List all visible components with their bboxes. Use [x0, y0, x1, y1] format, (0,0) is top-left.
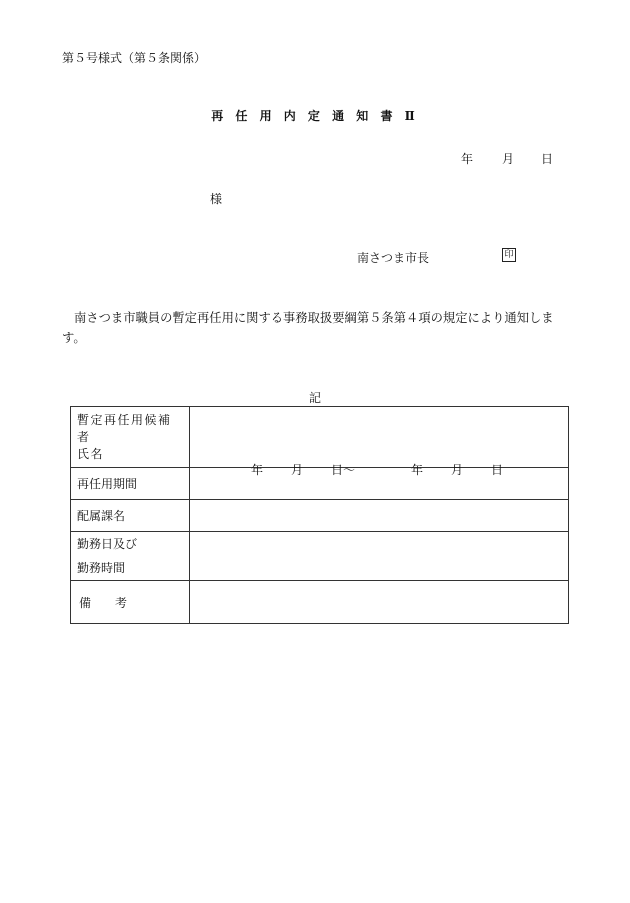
hours-label-cell — [71, 532, 190, 581]
date-day-label: 日 — [541, 152, 554, 166]
candidate-name-field[interactable] — [190, 407, 569, 468]
candidate-label-line1: 暫定再任用候補 — [77, 412, 172, 427]
body-text: 南さつま市職員の暫定再任用に関する事務取扱要綱第５条第４項の規定により通知します。 — [62, 311, 554, 345]
period-end-day: 日 — [491, 463, 504, 477]
document-title: 再 任 用 内 定 通 知 書 Ⅱ — [211, 109, 419, 123]
candidate-label-line3: 氏名 — [77, 446, 105, 461]
period-end-month: 月 — [451, 463, 464, 477]
seal-mark: 印 — [502, 248, 516, 262]
table-row-period — [71, 468, 569, 500]
table-row-candidate — [71, 407, 569, 468]
candidate-label-line2: 者 — [77, 429, 91, 444]
addressee-suffix: 様 — [210, 192, 223, 206]
department-label: 配属課名 — [71, 500, 190, 532]
period-label: 再任用期間 — [71, 468, 190, 500]
remarks-field[interactable] — [190, 581, 569, 624]
period-field[interactable] — [190, 463, 569, 500]
hours-label-line2: 勤務時間 — [77, 561, 126, 575]
remarks-label: 備 考 — [71, 581, 190, 624]
hours-field[interactable] — [190, 532, 569, 581]
period-start-year: 年 — [251, 463, 264, 477]
record-mark: 記 — [308, 391, 321, 405]
department-field[interactable] — [190, 500, 569, 532]
detail-table — [70, 406, 569, 624]
candidate-label-cell — [71, 407, 190, 468]
period-start-day: 日～ — [331, 463, 356, 477]
issuer-name: 南さつま市長 — [357, 251, 430, 265]
date-month-label: 月 — [502, 152, 515, 166]
hours-label-line1: 勤務日及び — [77, 537, 138, 551]
table-row-remarks — [71, 581, 569, 624]
form-number: 第５号様式（第５条関係） — [62, 51, 207, 65]
period-start-month: 月 — [291, 463, 304, 477]
period-end-year: 年 — [411, 463, 424, 477]
table-row-department — [71, 500, 569, 532]
table-row-hours — [71, 532, 569, 581]
date-year-label: 年 — [461, 152, 474, 166]
